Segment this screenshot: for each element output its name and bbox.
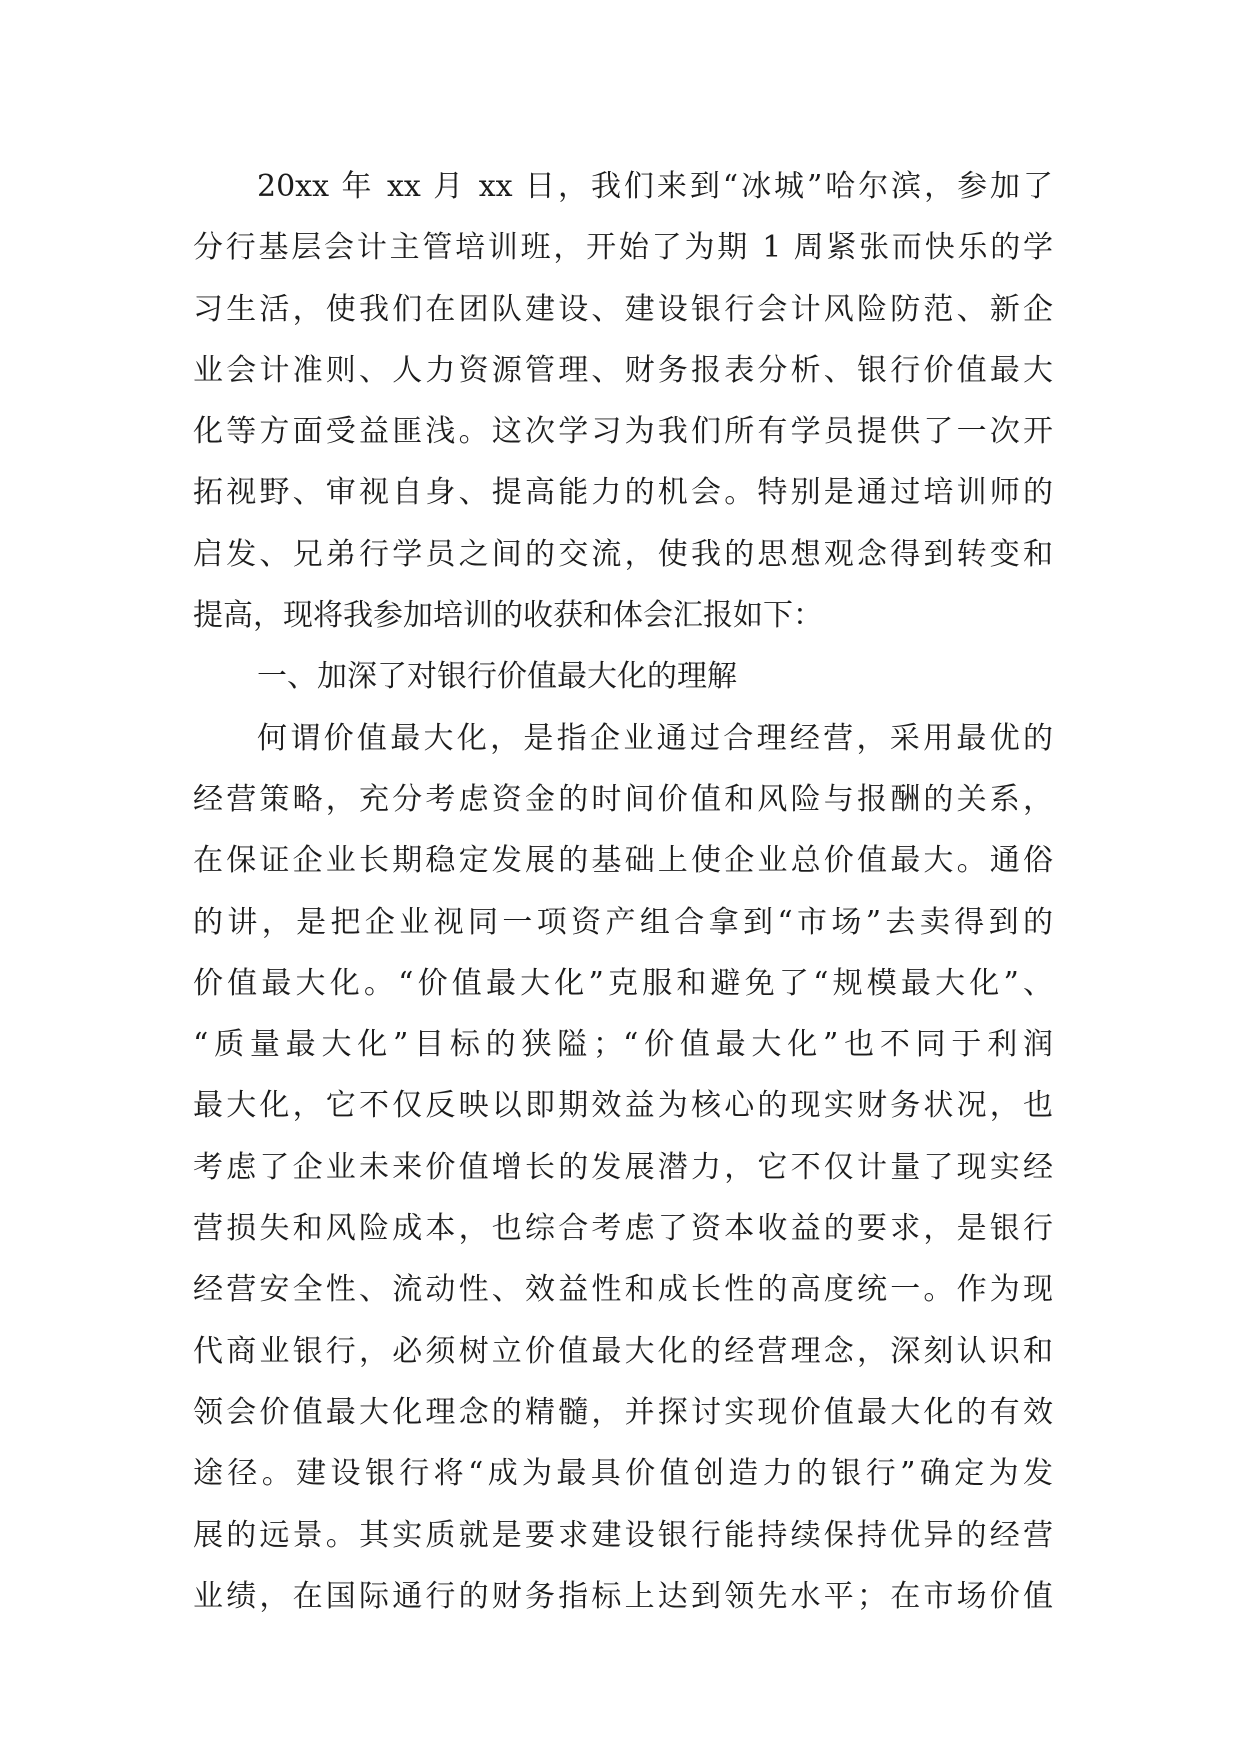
document-body [193,156,1053,1627]
text-line: 经营安全性、流动性、效益性和成长性的高度统一。作为现 [193,1272,1053,1308]
text-line: 考虑了企业未来价值增长的发展潜力，它不仅计量了现实经 [193,1149,1053,1185]
text-line: 一、加深了对银行价值最大化的理解 [257,659,737,695]
text-line: 拓视野、审视自身、提高能力的机会。特别是通过培训师的 [193,475,1053,511]
text-line: 启发、兄弟行学员之间的交流，使我的思想观念得到转变和 [193,536,1053,572]
text-line: 价值最大化。“价值最大化”克服和避免了“规模最大化”、 [193,965,1053,1001]
text-line: 领会价值最大化理念的精髓，并探讨实现价值最大化的有效 [193,1394,1053,1430]
text-line: 经营策略，充分考虑资金的时间价值和风险与报酬的关系， [193,781,1053,817]
text-line: 何谓价值最大化，是指企业通过合理经营，采用最优的 [257,720,1053,756]
text-line: “质量最大化”目标的狭隘；“价值最大化”也不同于利润 [193,1027,1053,1063]
text-line: 代商业银行，必须树立价值最大化的经营理念，深刻认识和 [193,1333,1053,1369]
text-line: 在保证企业长期稳定发展的基础上使企业总价值最大。通俗 [193,843,1053,879]
text-line: 业绩，在国际通行的财务指标上达到领先水平；在市场价值 [193,1578,1053,1614]
text-line: 展的远景。其实质就是要求建设银行能持续保持优异的经营 [193,1517,1053,1553]
text-line: 的讲，是把企业视同一项资产组合拿到“市场”去卖得到的 [193,904,1053,940]
text-line: 习生活，使我们在团队建设、建设银行会计风险防范、新企 [193,291,1053,327]
text-line: 途径。建设银行将“成为最具价值创造力的银行”确定为发 [193,1456,1053,1492]
text-line: 提高，现将我参加培训的收获和体会汇报如下： [193,598,823,634]
text-line: 最大化，它不仅反映以即期效益为核心的现实财务状况，也 [193,1088,1053,1124]
text-line: 20xx 年 xx 月 xx 日，我们来到“冰城”哈尔滨，参加了 [257,169,1053,204]
text-line: 分行基层会计主管培训班，开始了为期 1 周紧张而快乐的学 [193,230,1053,266]
text-line: 营损失和风险成本，也综合考虑了资本收益的要求，是银行 [193,1211,1053,1247]
text-line: 业会计准则、人力资源管理、财务报表分析、银行价值最大 [193,352,1053,388]
text-line: 化等方面受益匪浅。这次学习为我们所有学员提供了一次开 [193,414,1053,450]
